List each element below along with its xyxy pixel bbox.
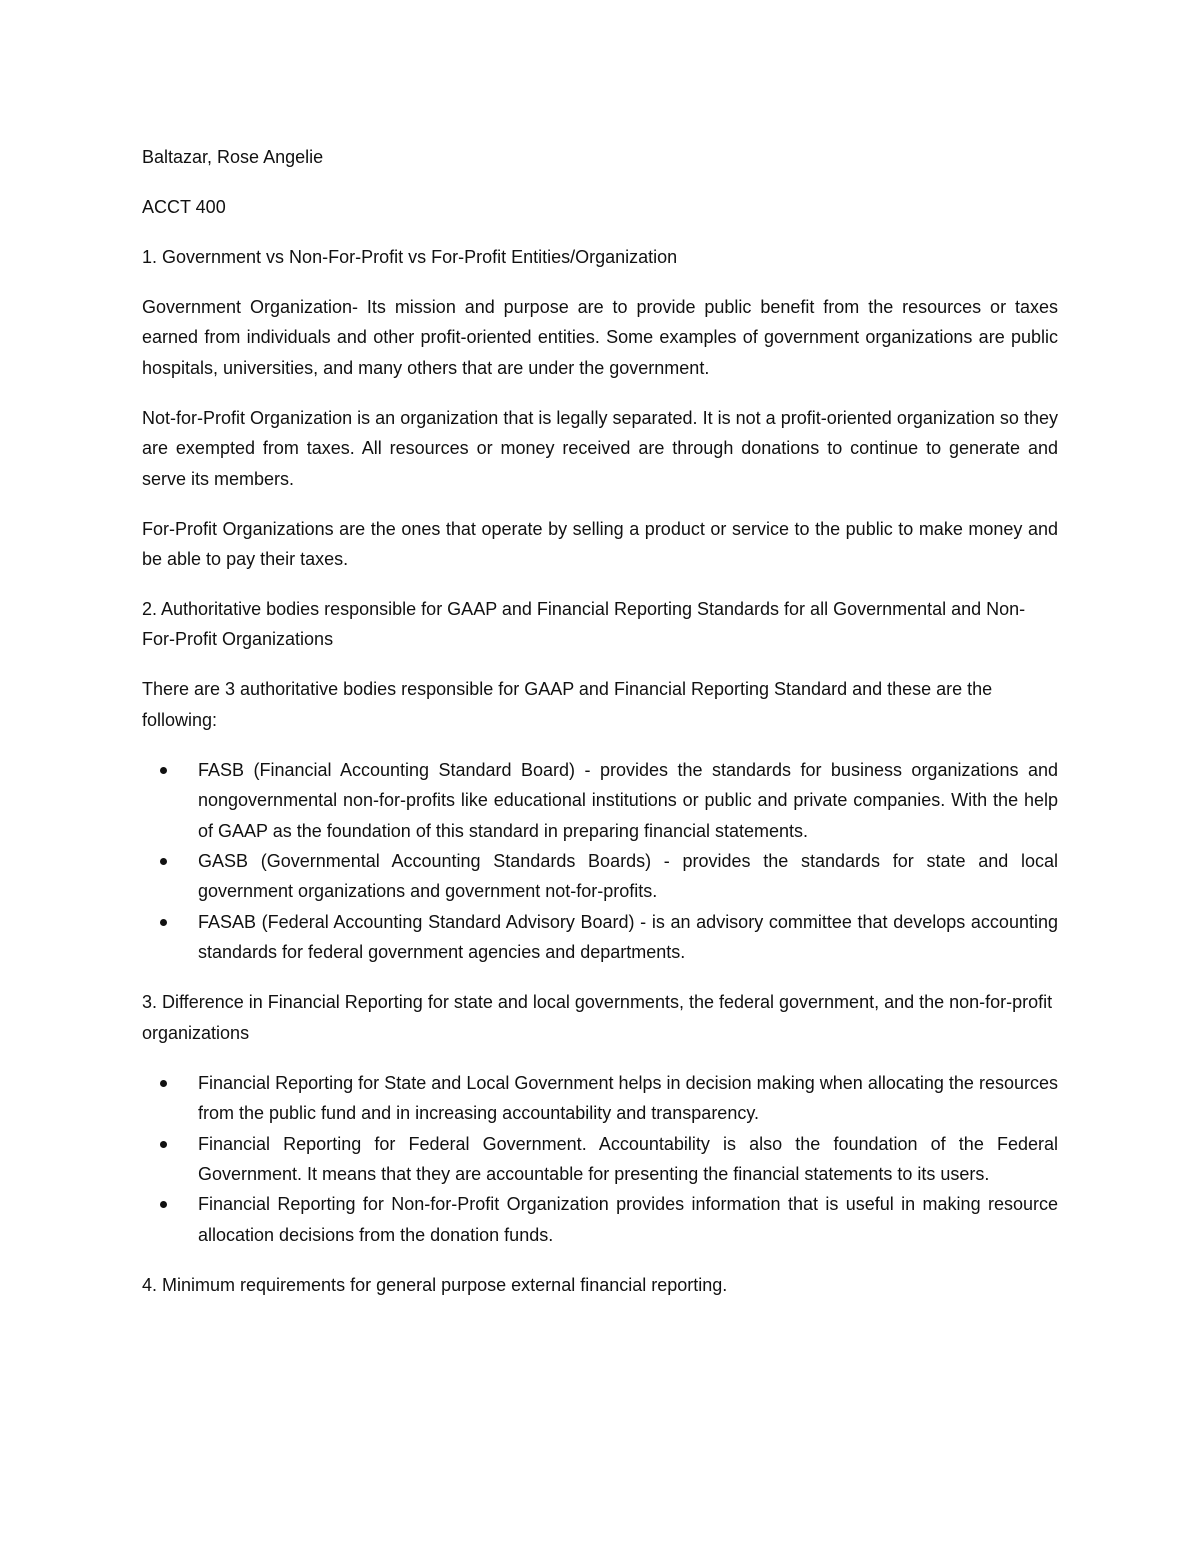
paragraph-for-profit-organization: For-Profit Organizations are the ones that operate by selling a product or service to the public to make money and be able to pay their taxes. <box>142 518 1058 570</box>
list-item <box>142 907 1058 968</box>
paragraph-not-for-profit-organization: Not-for-Profit Organization is an organization that is legally separated. It is not a profit-oriented organization so they are exempted from taxes. All resources or money received are through donations to continue to generate and serve its members. <box>142 407 1058 489</box>
author-name: Baltazar, Rose Angelie <box>142 147 324 167</box>
paragraph-government-organization: Government Organization- Its mission and purpose are to provide public benefit from the resources or taxes earned from individuals and other profit-oriented entities. Some examples of government organizations are public hospitals, universities, and many others that are under the government. <box>142 297 1058 378</box>
list-item-text: GASB (Governmental Accounting Standards Boards) - provides the standards for state and local government organizations and government not-for-profits. <box>198 851 1058 902</box>
section-2-heading: 2. Authoritative bodies responsible for GAAP and Financial Reporting Standards for all Governmental and Non-For-Profit Organizations <box>142 599 1026 650</box>
bullet-icon <box>160 1201 167 1208</box>
list-item <box>142 755 1058 846</box>
bullet-icon <box>160 858 167 865</box>
list-item <box>142 1189 1058 1250</box>
section-1-heading: 1. Government vs Non-For-Profit vs For-Profit Entities/Organization <box>142 247 678 267</box>
section-4-heading: 4. Minimum requirements for general purpose external financial reporting. <box>142 1274 728 1295</box>
course-code: ACCT 400 <box>142 197 226 217</box>
list-item-text: Financial Reporting for Non-for-Profit Organization provides information that is useful in making resource allocation decisions from the donation funds. <box>198 1194 1058 1245</box>
bullet-icon <box>160 767 167 774</box>
bullet-icon <box>160 1141 167 1148</box>
list-item-text: FASAB (Federal Accounting Standard Advisory Board) - is an advisory committee that develops accounting standards for federal government agencies and departments. <box>198 911 1058 963</box>
list-item <box>142 1068 1058 1129</box>
bullet-icon <box>160 919 167 926</box>
list-item <box>142 1129 1058 1190</box>
bullet-icon <box>160 1080 167 1087</box>
list-item-text: FASB (Financial Accounting Standard Board) - provides the standards for business organizations and nongovernmental non-for-profits like educational institutions or public and private companies. With the help of GAAP as the foundation of this standard in preparing financial statements. <box>198 759 1058 841</box>
section-3-heading: 3. Difference in Financial Reporting for state and local governments, the federal government, and the non-for-profit organizations <box>142 992 1053 1043</box>
authoritative-bodies-list <box>142 755 1058 968</box>
section-2-intro: There are 3 authoritative bodies responsible for GAAP and Financial Reporting Standard and these are the following: <box>142 679 993 730</box>
list-item <box>142 846 1058 907</box>
document-page <box>142 142 1058 1320</box>
list-item-text: Financial Reporting for State and Local Government helps in decision making when allocating the resources from the public fund and in increasing accountability and transparency. <box>198 1072 1058 1124</box>
list-item-text: Financial Reporting for Federal Government. Accountability is also the foundation of the Federal Government. It means that they are accountable for presenting the financial statements to its users. <box>198 1133 1058 1184</box>
financial-reporting-differences-list <box>142 1068 1058 1250</box>
